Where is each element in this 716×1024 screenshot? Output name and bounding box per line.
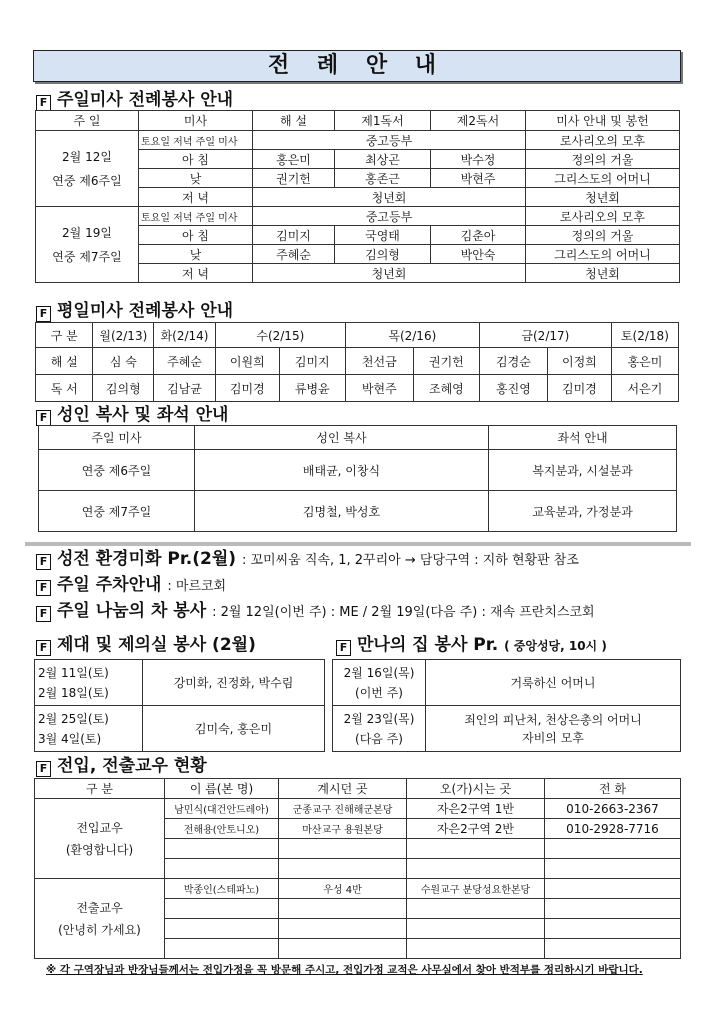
empty-cell	[545, 919, 681, 939]
reading-cell: 김미경	[548, 375, 612, 402]
reading2-cell: 김춘아	[431, 226, 526, 245]
mass-cell: 토요일 저녁 주일 미사	[139, 131, 253, 150]
offering-cell: 로사리오의 모후	[526, 207, 680, 226]
empty-cell	[407, 939, 545, 959]
reading-cell: 류병윤	[279, 375, 345, 402]
reading2-cell: 박수정	[431, 150, 526, 169]
sunday-heading: F 주일미사 전례봉사 안내	[36, 90, 233, 110]
offering-cell: 그리스도의 어머니	[526, 169, 680, 188]
offering-cell: 정의의 거울	[526, 150, 680, 169]
phone-cell: 010-2928-7716	[545, 819, 681, 839]
commentary-cell: 김경순	[479, 348, 547, 375]
table-row	[35, 879, 681, 899]
table-header-row	[35, 779, 681, 799]
merged-cell: 중고등부	[253, 131, 526, 150]
header-cell: 좌석 안내	[489, 426, 677, 450]
to-cell: 수원교구 분당성요한본당	[407, 879, 545, 899]
offering-cell: 로사리오의 모후	[526, 131, 680, 150]
weekday-heading: F 평일미사 전례봉사 안내	[36, 301, 233, 321]
header-cell: 미사 안내 및 봉헌	[526, 111, 680, 131]
document-icon: F	[36, 606, 51, 622]
empty-cell	[407, 859, 545, 879]
mass-cell: 낮	[139, 169, 253, 188]
reading1-cell: 홍존근	[335, 169, 431, 188]
header-cell: 해 설	[253, 111, 335, 131]
transfer-heading: F 전입, 전출교우 현황	[36, 756, 207, 776]
mass-cell: 저 녁	[139, 264, 253, 283]
document-icon: F	[36, 580, 51, 596]
table-row	[333, 660, 681, 706]
adult-server-table	[38, 425, 677, 532]
sunday-date-cell: 2월 12일 연중 제6주일	[36, 131, 139, 207]
empty-cell	[279, 899, 407, 919]
day-header: 수(2/15)	[215, 323, 345, 348]
row-label: 독 서	[36, 375, 93, 402]
header-cell: 주 일	[36, 111, 139, 131]
table-row	[39, 491, 677, 532]
commentary-cell: 권기헌	[413, 348, 479, 375]
header-cell: 성인 복사	[195, 426, 489, 450]
phone-cell: 010-2663-2367	[545, 799, 681, 819]
altar-names-cell: 김미숙, 홍은미	[143, 706, 325, 752]
mass-cell: 낮	[139, 245, 253, 264]
weekday-table	[35, 322, 679, 402]
empty-cell	[165, 939, 279, 959]
empty-cell	[407, 839, 545, 859]
parking-line: F 주일 주차안내 : 마르코회	[36, 575, 226, 597]
empty-cell	[407, 919, 545, 939]
day-header: 목(2/16)	[345, 323, 479, 348]
header-cell: 이 름(본 명)	[165, 779, 279, 799]
empty-cell	[165, 859, 279, 879]
sunday-table	[35, 110, 680, 283]
empty-cell	[279, 939, 407, 959]
offering-cell: 청년회	[526, 188, 680, 207]
merged-cell: 중고등부	[253, 207, 526, 226]
seat-cell: 교육분과, 가정분과	[489, 491, 677, 532]
altar-heading: F 제대 및 제의실 봉사 (2월)	[36, 635, 256, 655]
table-row	[35, 799, 681, 819]
mass-cell: 저 녁	[139, 188, 253, 207]
commentary-cell: 홍은미	[253, 150, 335, 169]
table-row	[36, 348, 679, 375]
commentary-cell: 주혜순	[253, 245, 335, 264]
header-cell: 계시던 곳	[279, 779, 407, 799]
day-header: 금(2/17)	[479, 323, 611, 348]
header-cell: 오(가)시는 곳	[407, 779, 545, 799]
offering-cell: 청년회	[526, 264, 680, 283]
header-cell: 주일 미사	[39, 426, 195, 450]
document-icon: F	[36, 95, 51, 111]
from-cell: 우성 4반	[279, 879, 407, 899]
empty-cell	[279, 919, 407, 939]
document-icon: F	[36, 761, 51, 777]
mass-cell: 연중 제6주일	[39, 450, 195, 491]
header-cell: 구 분	[35, 779, 165, 799]
empty-cell	[279, 859, 407, 879]
reading2-cell: 박안숙	[431, 245, 526, 264]
mass-cell: 아 침	[139, 150, 253, 169]
from-cell: 마산교구 용원본당	[279, 819, 407, 839]
table-header-row	[36, 111, 680, 131]
name-cell: 전해용(안토니오)	[165, 819, 279, 839]
reading-cell: 서은기	[611, 375, 678, 402]
table-row	[36, 375, 679, 402]
altar-names-cell: 강미화, 진정화, 박수림	[143, 660, 325, 706]
day-header: 화(2/14)	[154, 323, 216, 348]
commentary-cell: 김미지	[253, 226, 335, 245]
merged-cell: 청년회	[253, 188, 526, 207]
adult-heading: F 성인 복사 및 좌석 안내	[36, 405, 228, 425]
header-cell: 제2독서	[431, 111, 526, 131]
manna-name-cell: 죄인의 피난처, 천상은총의 어머니 자비의 모후	[426, 706, 681, 752]
reading-cell: 김의형	[93, 375, 154, 402]
mass-cell: 토요일 저녁 주일 미사	[139, 207, 253, 226]
empty-cell	[165, 919, 279, 939]
document-icon: F	[36, 306, 51, 322]
reading-cell: 김미경	[215, 375, 279, 402]
reading-cell: 홍진영	[479, 375, 547, 402]
table-header-row	[39, 426, 677, 450]
empty-cell	[545, 859, 681, 879]
day-header: 토(2/18)	[611, 323, 678, 348]
in-label-cell: 전입교우 (환영합니다)	[35, 799, 165, 879]
name-cell: 남민식(대건안드레아)	[165, 799, 279, 819]
commentary-cell: 김미지	[279, 348, 345, 375]
header-cell: 전 화	[545, 779, 681, 799]
manna-heading: F 만나의 집 봉사 Pr. ( 중앙성당, 10시 )	[336, 635, 607, 656]
row-label: 해 설	[36, 348, 93, 375]
commentary-cell: 홍은미	[611, 348, 678, 375]
table-row	[39, 450, 677, 491]
tea-line: F 주일 나눔의 차 봉사 : 2월 12일(이번 주) : ME / 2월 19일(다음 주) : 재속 프란치스코회	[36, 601, 595, 623]
day-header: 월(2/13)	[93, 323, 154, 348]
server-cell: 김명철, 박성호	[195, 491, 489, 532]
empty-cell	[545, 839, 681, 859]
to-cell: 자은2구역 1반	[407, 799, 545, 819]
env-line: F 성전 환경미화 Pr.(2월) : 꼬미씨움 직속, 1, 2꾸리아 → 담당구역 : 지하 현황판 참조	[36, 549, 579, 571]
commentary-cell: 천선금	[345, 348, 413, 375]
from-cell: 군종교구 진해해군본당	[279, 799, 407, 819]
manna-name-cell: 거룩하신 어머니	[426, 660, 681, 706]
commentary-cell: 권기헌	[253, 169, 335, 188]
manna-date-cell: 2월 23일(목) (다음 주)	[333, 706, 426, 752]
transfer-table	[34, 778, 681, 959]
altar-table	[34, 659, 325, 752]
footnote: ※ 각 구역장님과 반장님들께서는 전입가정을 꼭 방문해 주시고, 전입가정 교적은 사무실에서 찾아 반적부를 정리하시기 바랍니다.	[46, 964, 643, 976]
seat-cell: 복지분과, 시설분과	[489, 450, 677, 491]
document-icon: F	[36, 410, 51, 426]
empty-cell	[165, 839, 279, 859]
name-cell: 박종인(스테파노)	[165, 879, 279, 899]
offering-cell: 정의의 거울	[526, 226, 680, 245]
reading2-cell: 박현주	[431, 169, 526, 188]
phone-cell	[545, 879, 681, 899]
table-row	[36, 207, 680, 226]
reading-cell: 박현주	[345, 375, 413, 402]
document-icon: F	[336, 640, 351, 656]
reading1-cell: 국영태	[335, 226, 431, 245]
reading1-cell: 김의형	[335, 245, 431, 264]
table-row	[333, 706, 681, 752]
empty-cell	[165, 899, 279, 919]
to-cell: 자은2구역 2반	[407, 819, 545, 839]
empty-cell	[279, 839, 407, 859]
table-row	[36, 131, 680, 150]
header-cell: 구 분	[36, 323, 93, 348]
sunday-date-cell: 2월 19일 연중 제7주일	[36, 207, 139, 283]
merged-cell: 청년회	[253, 264, 526, 283]
empty-cell	[545, 899, 681, 919]
weekday-header-row	[36, 323, 679, 348]
document-icon: F	[36, 554, 51, 570]
table-row	[35, 660, 325, 706]
reading1-cell: 최상곤	[335, 150, 431, 169]
commentary-cell: 이원희	[215, 348, 279, 375]
commentary-cell: 이정희	[548, 348, 612, 375]
empty-cell	[407, 899, 545, 919]
out-label-cell: 전출교우 (안녕히 가세요)	[35, 879, 165, 959]
empty-cell	[545, 939, 681, 959]
header-cell: 제1독서	[335, 111, 431, 131]
commentary-cell: 심 숙	[93, 348, 154, 375]
mass-cell: 연중 제7주일	[39, 491, 195, 532]
mass-cell: 아 침	[139, 226, 253, 245]
document-icon: F	[36, 640, 51, 656]
header-cell: 미사	[139, 111, 253, 131]
table-row	[35, 706, 325, 752]
section-divider	[25, 542, 691, 546]
reading-cell: 김남균	[154, 375, 216, 402]
offering-cell: 그리스도의 어머니	[526, 245, 680, 264]
page-title: 전 례 안 내	[33, 50, 681, 82]
manna-date-cell: 2월 16일(목) (이번 주)	[333, 660, 426, 706]
altar-date-cell: 2월 25일(토) 3월 4일(토)	[35, 706, 143, 752]
manna-table	[332, 659, 681, 752]
reading-cell: 조혜영	[413, 375, 479, 402]
commentary-cell: 주혜순	[154, 348, 216, 375]
server-cell: 배태균, 이창식	[195, 450, 489, 491]
altar-date-cell: 2월 11일(토) 2월 18일(토)	[35, 660, 143, 706]
